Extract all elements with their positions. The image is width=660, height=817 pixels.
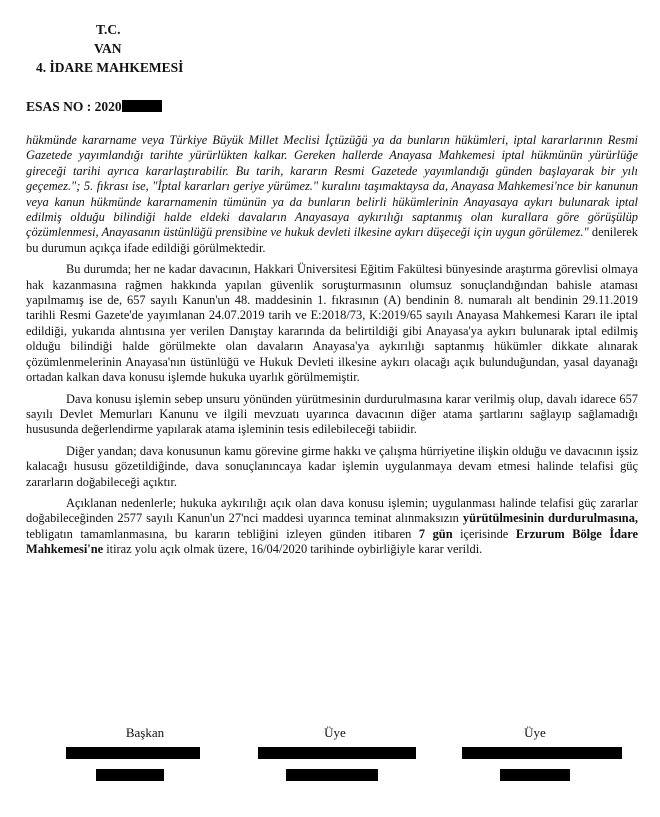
- signature-label-president: Başkan: [125, 725, 165, 740]
- paragraph-1-rest: denilerek bu durumun açıkça ifade edildiği görülmektedir.: [26, 225, 638, 255]
- paragraph-3: Dava konusu işlemin sebep unsuru yönünden yürütmesinin durdurulmasına karar verilmiş olup, davalı idarece 657 sayılı Devlet Memurları Kanunu ve ilgili mevzuatı uyarınca davacının diğer atama şartlarını sağlayıp sağlamadığı hususunda değerlendirme yapılarak atama işleminin tesis edilebileceği tabiidir.: [26, 391, 638, 437]
- case-number-label: ESAS NO : 2020: [26, 99, 122, 114]
- redaction-bar: [66, 747, 200, 759]
- header-tc: T.C.: [96, 22, 121, 37]
- paragraph-5-bold: Erzurum Bölge İdare Mahkemesi'ne: [26, 526, 639, 557]
- signature-member-1: [260, 725, 410, 747]
- signature-member-2: [460, 725, 610, 747]
- signature-label-member-2: Üye: [524, 725, 546, 740]
- signature-president: [80, 725, 210, 747]
- paragraph-1: [26, 133, 638, 256]
- header-court-name: 4. İDARE MAHKEMESİ: [36, 60, 184, 75]
- redaction-bar: [286, 769, 378, 781]
- paragraph-5-part: içerisinde: [452, 526, 516, 541]
- paragraph-5-bold: 7 gün: [418, 526, 453, 541]
- case-number: [26, 99, 162, 115]
- court-header: [36, 20, 183, 77]
- paragraph-2: Bu durumda; her ne kadar davacının, Hakkari Üniversitesi Eğitim Fakültesi bünyesinde araştırma görevlisi olmaya hak kazanmasına rağmen hakkında yapılan güvenlik soruşturmasının olumsuz sonuçlandığından bahisle ataması yapılmamış ise de, 657 sayılı Kanun'un 48. maddesinin 1. fıkrasının (A) bendinin 8. numaralı alt bendinin 29.11.2019 tarihli Resmi Gazete'de yayımlanan 24.07.2019 tarih ve E:2018/73, K:2019/65 sayılı Anayasa Mahkemesi Kararı ile iptal edildiği, yukarıda alıntısına yer verilen Danıştay kararında da belirtildiği gibi Anayasa'ya aykırı bulunarak iptal edilmiş olduğu bilindiği halde görülmekte olan davaların Anayasa'ya aykırılığı saptanmış hükümler dikkate alınarak çözümlenmelerinin Anayasa'nın üstünlüğü ve Hukuk Devleti ilkesine aykırı olacağı açık bulunduğundan, yasal dayanağı ortadan kalkan dava konusu işlemde hukuka uyarlık görülmemiştir.: [26, 262, 638, 385]
- redaction-bar: [258, 747, 416, 759]
- paragraph-5-part: tebligatın tamamlanmasına, bu kararın tebliğini izleyen günden itibaren: [26, 526, 419, 541]
- redaction-bar: [462, 747, 622, 759]
- redaction-bar: [500, 769, 570, 781]
- redaction-bar: [96, 769, 164, 781]
- decision-body: [26, 133, 638, 564]
- signature-row: [0, 725, 660, 795]
- signature-label-member-1: Üye: [324, 725, 346, 740]
- paragraph-5-part: Açıklanan nedenlerle; hukuka aykırılığı açık olan dava konusu işlemin; uygulanması halinde telafisi güç zararlar doğabileceğinden 2577 sayılı Kanun'un 27'nci maddesi uyarınca teminat alınmaksızın: [26, 495, 638, 526]
- paragraph-5: [26, 496, 638, 558]
- quoted-law-text: hükmünde kararname veya Türkiye Büyük Millet Meclisi İçtüzüğü ya da bunların hükümleri, iptal kararlarının Resmi Gazetede yayımlandığı tarihte yürürlükten kalkar. Gereken hallerde Anayasa Mahkemesi iptal hükmünün yürürlüğe gireceği tarihi ayrıca kararlaştırabilir. Bu tarih, kararın Resmi Gazetede yayımlandığı günden başlayarak bir yılı geçemez."; 5. fıkrası ise, "İptal kararları geriye yürümez." kuralını taşımaktaysa da, Anayasa Mahkemesi'nce bir kanunun veya kanun hükmünde kararnamenin tümünün ya da bunların belirli hükümlerinin Anayasaya aykırı bulunarak iptal edilmiş olduğu bilindiği halde eldeki davaların Anayasaya aykırılığı saptanmış olan kurallara göre görüşülüp çözümlenmesi, Anayasanın üstünlüğü prensibine ve hukuk devleti ilkesine aykırı düşeceği için uygun görülemez.": [26, 133, 638, 240]
- paragraph-5-part: itiraz yolu açık olmak üzere, 16/04/2020 tarihinde oybirliğiyle karar verildi.: [103, 542, 483, 557]
- redaction-bar: [122, 100, 162, 112]
- header-city: VAN: [94, 41, 122, 56]
- paragraph-4: Diğer yandan; dava konusunun kamu görevine girme hakkı ve çalışma hürriyetine ilişkin olduğu ve davacının işsiz kalacağı hususu gözetildiğinde, dava sonuçlanıncaya kadar işlemin uygulanmaya devam etmesi halinde telafisi güç zararların doğabileceği açıktır.: [26, 443, 638, 489]
- paragraph-5-bold: yürütülmesinin durdurulmasına,: [462, 511, 638, 526]
